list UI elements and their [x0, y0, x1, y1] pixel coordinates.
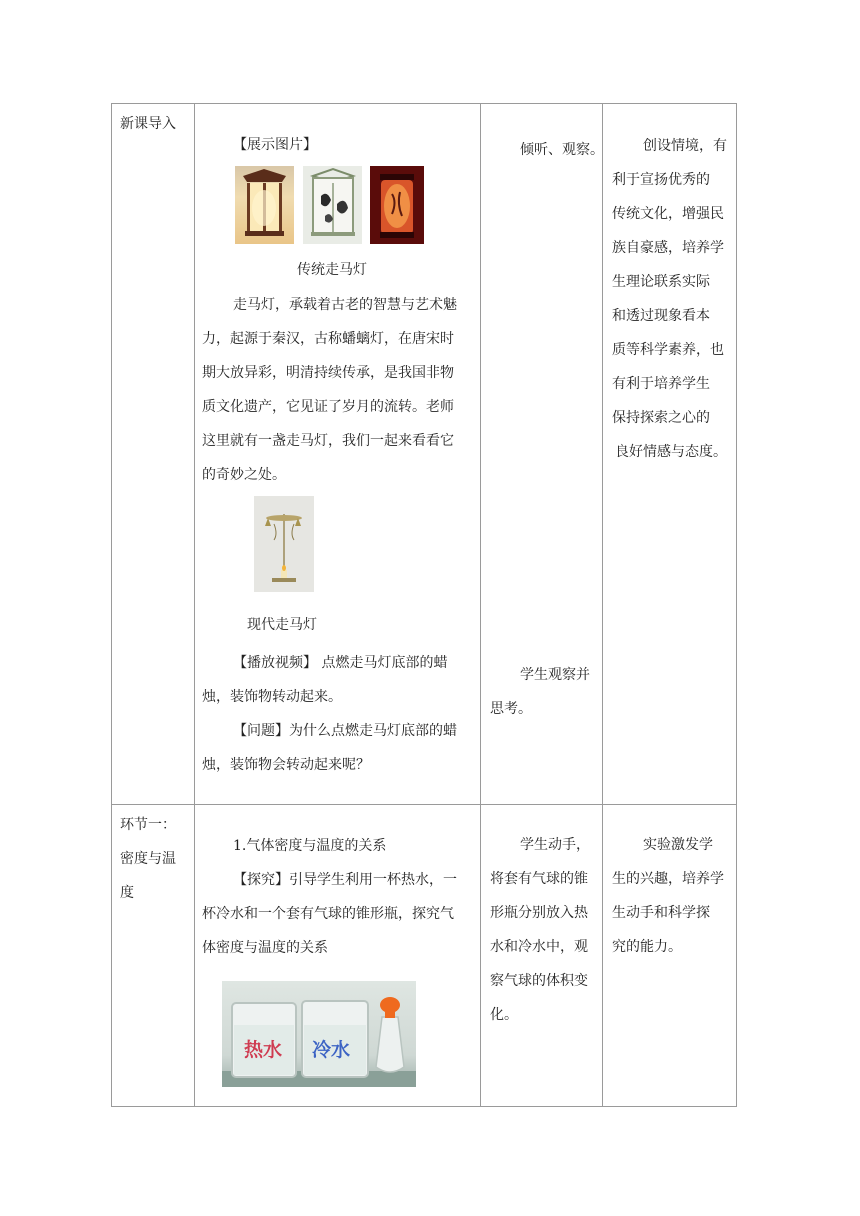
lantern-image-1: [235, 166, 294, 244]
question-line: 【问题】为什么点燃走马灯底部的蜡: [233, 723, 457, 739]
stage-label-line: 度: [120, 885, 134, 901]
experiment-image: [222, 981, 416, 1087]
lantern-image-3: [370, 166, 424, 244]
column-divider: [602, 104, 603, 1106]
intent-line: 质等科学素养，也: [612, 342, 724, 358]
section-title: 1.气体密度与温度的关系: [233, 838, 387, 854]
paragraph-line: 走马灯，承载着古老的智慧与艺术魅: [233, 297, 457, 313]
cold-water-label: 冷水: [312, 1039, 351, 1061]
intent-line: 族自豪感，培养学: [612, 240, 724, 256]
intent-line: 传统文化，增强民: [612, 206, 724, 222]
stage-label-line: 环节一：: [120, 817, 176, 833]
lantern-image-2: [303, 166, 362, 244]
intent-line: 和透过现象看本: [612, 308, 710, 324]
intent-line: 有利于培养学生: [612, 376, 710, 392]
explore-line: 体密度与温度的关系: [202, 940, 328, 956]
stage-label: 新课导入: [120, 116, 176, 132]
intent-line: 生的兴趣，培养学: [612, 871, 724, 887]
intent-line: 良好情感与态度。: [615, 444, 727, 460]
student-activity-line: 思考。: [490, 701, 532, 717]
paragraph-line: 质文化遗产，它见证了岁月的流转。老师: [202, 399, 454, 415]
stage-label-line: 密度与温: [120, 851, 176, 867]
intent-line: 究的能力。: [612, 939, 682, 955]
video-line: 烛，装饰物转动起来。: [202, 689, 342, 705]
student-line: 水和冷水中，观: [490, 939, 588, 955]
paragraph-line: 期大放异彩，明清持续传承，是我国非物: [202, 365, 454, 381]
paragraph-line: 力，起源于秦汉，古称蟠螭灯，在唐宋时: [202, 331, 454, 347]
hot-water-label: 热水: [244, 1039, 283, 1061]
explore-line: 【探究】引导学生利用一杯热水，一: [233, 872, 457, 888]
student-line: 将套有气球的锥: [490, 871, 588, 887]
column-divider: [194, 104, 195, 1106]
caption-traditional: 传统走马灯: [297, 262, 367, 278]
caption-modern: 现代走马灯: [247, 617, 317, 633]
student-line: 化。: [490, 1007, 518, 1023]
intent-line: 利于宣扬优秀的: [612, 172, 710, 188]
paragraph-line: 这里就有一盏走马灯，我们一起来看看它: [202, 433, 454, 449]
student-activity: 倾听、观察。: [520, 142, 604, 158]
student-activity-line: 学生观察并: [520, 667, 590, 683]
video-line: 【播放视频】 点燃走马灯底部的蜡: [233, 655, 448, 671]
intent-line: 生动手和科学探: [612, 905, 710, 921]
explore-line: 杯冷水和一个套有气球的锥形瓶，探究气: [202, 906, 454, 922]
column-divider: [480, 104, 481, 1106]
intent-line: 实验激发学: [643, 837, 713, 853]
intent-line: 创设情境，有: [643, 138, 727, 154]
student-line: 察气球的体积变: [490, 973, 588, 989]
paragraph-line: 的奇妙之处。: [202, 467, 286, 483]
student-line: 形瓶分别放入热: [490, 905, 588, 921]
student-line: 学生动手，: [520, 837, 590, 853]
show-pictures-heading: 【展示图片】: [233, 137, 317, 153]
intent-line: 生理论联系实际: [612, 274, 710, 290]
intent-line: 保持探索之心的: [612, 410, 710, 426]
modern-lantern-image: [254, 496, 314, 592]
row-divider: [112, 804, 736, 805]
question-line: 烛，装饰物会转动起来呢？: [202, 757, 370, 773]
